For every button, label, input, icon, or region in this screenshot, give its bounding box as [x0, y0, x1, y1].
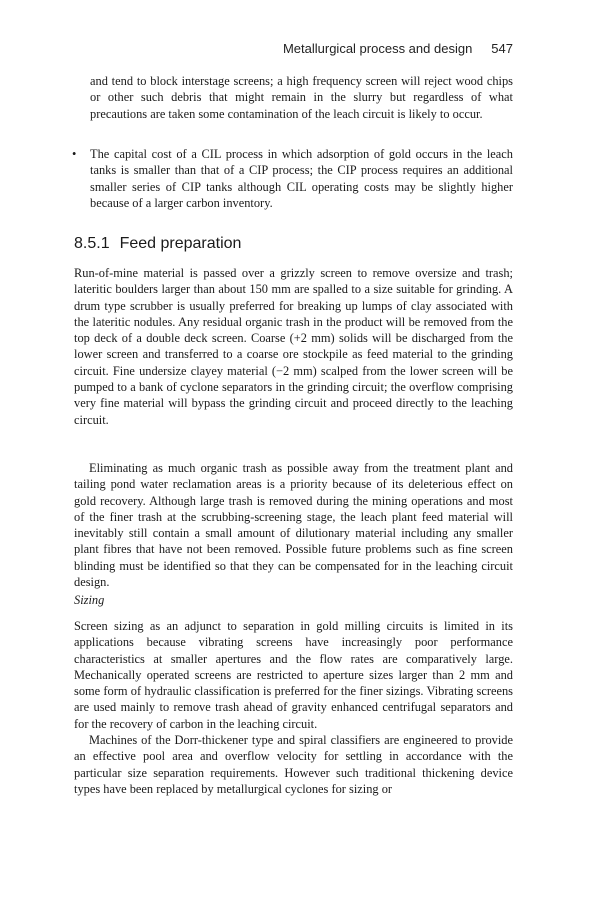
- paragraph: Machines of the Dorr-thickener type and spiral classifiers are engineered to provide an effective pool area and overflow velocity for settling in accordance with the particular size separation requirements. However such traditional thickening device types have been replaced by metallurgical cyclones for sizing or: [74, 733, 513, 796]
- section-paragraph-2: [74, 460, 513, 590]
- running-header: [283, 41, 513, 56]
- bullet-item: The capital cost of a CIL process in which adsorption of gold occurs in the leach tanks is smaller than that of a CIP process; the CIP process requires an additional smaller series of CIP tanks although CIL operating costs may be slightly higher because of a larger carbon inventory.: [90, 147, 513, 210]
- paragraph: Screen sizing as an adjunct to separation in gold milling circuits is limited in its applications because vibrating screens have increasingly poor performance characteristics at smaller apertures and the flow rates are comparatively large. Mechanically operated screens are restricted to aperture sizes larger than 2 mm and some form of hydraulic classification is preferred for the finer sizings. Vibrating screens are used mainly to remove trash ahead of gravity enhanced centrifugal separators and for the recovery of carbon in the leaching circuit.: [74, 619, 513, 731]
- subsection-paragraph-1: [74, 618, 513, 732]
- subsection-paragraph-2: [74, 732, 513, 797]
- subsection-heading: Sizing: [74, 593, 105, 607]
- paragraph: Run-of-mine material is passed over a grizzly screen to remove oversize and trash; lateritic boulders larger than about 150 mm are spalled to a size suitable for grinding. A drum type scrubber is usually preferred for breaking up lumps of clay associated with the lateritic nodules. Any residual organic trash in the product will be removed from the top deck of a double deck screen. Coarse (+2 mm) solids will be discharged from the lower screen and transferred to a coarse ore stockpile as feed material to the grinding circuit. Fine undersize clayey material (−2 mm) scalped from the lower screen will be pumped to a bank of cyclone separators in the grinding circuit; the overflow comprising very fine material will bypass the grinding circuit and proceed directly to the leaching circuit.: [74, 266, 513, 427]
- running-title: Metallurgical process and design: [282, 41, 473, 56]
- section-heading: [74, 235, 241, 253]
- continuation-paragraph: and tend to block interstage screens; a high frequency screen will reject wood chips or other such debris that might remain in the slurry but regardless of what precautions are taken some contamination of the leach circuit is likely to occur.: [90, 74, 513, 121]
- paragraph: Eliminating as much organic trash as possible away from the treatment plant and tailing pond water reclamation areas is a priority because of its deleterious effect on gold recovery. Although large trash is removed during the mining operations and most of the finer trash at the scrubbing-screening stage, the leach plant feed material will inevitably still contain a small amount of dilutionary material including any smaller plant fibres that have not been removed. Possible future problems such as fine screen blinding must be identified so that they can be compensated for in the leaching circuit design.: [74, 461, 513, 590]
- section-title: Feed preparation: [119, 235, 242, 252]
- section-paragraph-1: [74, 265, 513, 428]
- bullet-marker: •: [72, 147, 77, 161]
- page-number: 547: [491, 41, 513, 56]
- section-number: 8.5.1: [74, 235, 110, 252]
